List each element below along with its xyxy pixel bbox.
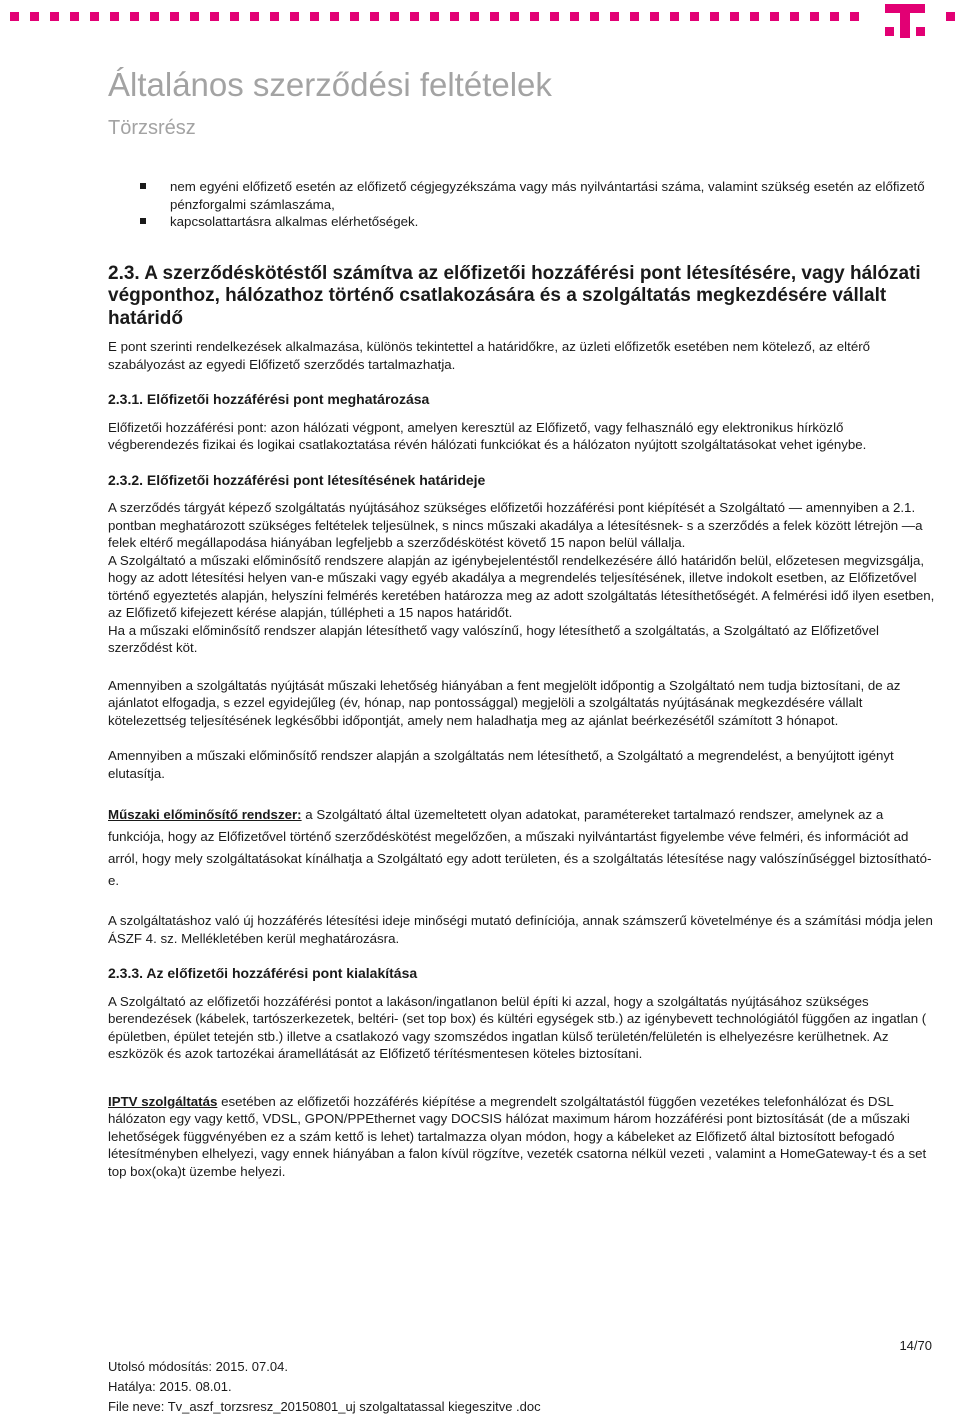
- decorative-dot: [850, 12, 859, 21]
- document-subtitle: Törzsrész: [108, 117, 196, 139]
- paragraph: A szerződés tárgyát képező szolgáltatás nyújtásához szükséges előfizetői hozzáférési pont kiépítését a Szolgáltató — amennyiben a 2.1. pontban meghatározott szükséges feltételek teljesülnek, s nincs műszaki akadálya a létesítésnek- s a szerződés a felek között létrejön —a felek eltérő megállapodása hiányában legfeljebb a szerződéskötést követő 15 napon belül vállalja.: [108, 500, 923, 550]
- decorative-dot: [10, 12, 19, 21]
- decorative-dot: [650, 12, 659, 21]
- subsection-heading: 2.3.2. Előfizetői hozzáférési pont létesítésének határideje: [108, 471, 486, 488]
- paragraph: A szolgáltatáshoz való új hozzáférés létesítési ideje minőségi mutató definíciója, annak számszerű követelménye és a számítási módja jelen ÁSZF 4. sz. Mellékletében kerül meghatározásra.: [108, 913, 933, 946]
- decorative-dot: [470, 12, 479, 21]
- document-title: Általános szerződési feltételek: [108, 66, 552, 103]
- page-number: 14/70: [899, 1338, 932, 1353]
- decorative-dot: [90, 12, 99, 21]
- decorative-dot: [630, 12, 639, 21]
- decorative-dot: [810, 12, 819, 21]
- paragraph: Ha a műszaki előminősítő rendszer alapján létesíthető vagy valószínű, hogy létesíthető a szolgáltatás, a Szolgáltató az Előfizetővel szerződést köt.: [108, 622, 879, 655]
- decorative-dot: [30, 12, 39, 21]
- definition-term: Műszaki előminősítő rendszer:: [108, 807, 302, 822]
- decorative-dot: [670, 12, 679, 21]
- list-item: nem egyéni előfizető esetén az előfizető cégjegyzékszáma vagy más nyilvántartási száma, valamint szükség esetén az előfizető pénzforgalmi számlaszáma,: [108, 178, 936, 213]
- decorative-dot: [370, 12, 379, 21]
- decorative-dot: [570, 12, 579, 21]
- decorative-dot: [130, 12, 139, 21]
- bullet-icon: [140, 183, 146, 189]
- decorative-dot: [390, 12, 399, 21]
- decorative-dot: [70, 12, 79, 21]
- bullet-icon: [140, 218, 146, 224]
- decorative-dot: [110, 12, 119, 21]
- decorative-dot: [150, 12, 159, 21]
- decorative-dot: [170, 12, 179, 21]
- decorative-dot: [330, 12, 339, 21]
- section-heading: 2.3. A szerződéskötéstől számítva az előfizetői hozzáférési pont létesítésére, vagy hálózati végponthoz, hálózathoz történő csatlakozására és a szolgáltatás megkezdésére vállalt határidő: [108, 262, 921, 329]
- decorative-dot: [946, 12, 955, 21]
- decorative-dot: [410, 12, 419, 21]
- paragraph: A Szolgáltató az előfizetői hozzáférési pontot a lakáson/ingatlanon belül építi ki azzal, hogy a szolgáltatás nyújtásához szükséges berendezések (kábelek, tartószerkezetek, beltéri- (set top box) és kültéri egységek stb.) az igénybevett technológiától függően az ingatlan ( épületben, épület tetején stb.) illetve a csatlakozó vagy szomszédos ingatlan külső területén/felületén is elhelyezésre kerülhetnek. Az eszközök és azok tartozékai áramellátását az Előfizető térítésmentesen köteles biztosítani.: [108, 993, 927, 1061]
- footer: [108, 1357, 541, 1417]
- iptv-text: esetében az előfizetői hozzáférés kiépítése a megrendelt szolgáltatástól függően vezetékes telefonhálózat és DSL hálózaton egy vagy kettő, VDSL, GPON/PPEthernet vagy DOCSIS hálózat maximum három hozzáférési pont biztosítását (de a műszaki lehetőségek függvényében ez a szám kettő is lehet) tartalmazza olyan módon, hogy a kábeleket az Előfizető által biztosított befogadó létesítményben elhelyezi, vagy ennek hiányában a falon kívül rögzítve, vezeték csatorna nélkül vezeti , valamint a HomeGateway-t és a set top box(oka)t üzembe helyezi.: [108, 1093, 927, 1179]
- subsection-heading: 2.3.3. Az előfizetői hozzáférési pont kialakítása: [108, 965, 418, 981]
- footer-effective: Hatálya: 2015. 08.01.: [108, 1379, 232, 1394]
- decorative-dot: [710, 12, 719, 21]
- paragraph: A Szolgáltató a műszaki előminősítő rendszere alapján az igénybejelentéstől rendelkezésére álló határidőn belül, előzetesen megvizsgálja, hogy az adott létesítési helyen van-e műszaki vagy egyéb akadálya a megrendelés teljesítésének, illetve indokolt esetben, az Előfizetővel történő egyeztetés alapján, helyszíni felmérés keretében határozza meg az adott szolgáltatás létesíthetőségét. A felmérési idő ilyen esetben, az Előfizető kifejezett kérése alapján, túllépheti a 15 napos határidőt.: [108, 552, 935, 620]
- telekom-t-logo-icon: [885, 0, 925, 40]
- decorative-dot: [770, 12, 779, 21]
- decorative-dot: [610, 12, 619, 21]
- iptv-paragraph: [108, 1093, 936, 1181]
- decorative-dot: [190, 12, 199, 21]
- bullet-list: [108, 178, 936, 231]
- decorative-dot: [350, 12, 359, 21]
- document-body: [108, 178, 936, 1180]
- decorative-dot: [310, 12, 319, 21]
- decorative-dot: [750, 12, 759, 21]
- paragraph: Előfizetői hozzáférési pont: azon hálózati végpont, amelyen keresztül az Előfizető, vagy felhasználó egy elektronikus hírközlő végberendezés fizikai és logikai csatlakoztatása révén hálózati funkciókat és a hálózaton nyújtott szolgáltatásokat vehet igénybe.: [108, 419, 867, 452]
- decorative-dot: [490, 12, 499, 21]
- decorative-dot: [530, 12, 539, 21]
- footer-filename: File neve: Tv_aszf_torzsresz_20150801_uj szolgaltatassal kiegeszitve .doc: [108, 1399, 541, 1414]
- decorative-dot: [50, 12, 59, 21]
- footer-modified: Utolsó módosítás: 2015. 07.04.: [108, 1359, 288, 1374]
- paragraph: Amennyiben a műszaki előminősítő rendszer alapján a szolgáltatás nem létesíthető, a Szolgáltató a megrendelést, a benyújtott igényt elutasítja.: [108, 748, 894, 781]
- decorative-dot: [250, 12, 259, 21]
- decorative-dot: [550, 12, 559, 21]
- decorative-dot: [510, 12, 519, 21]
- decorative-dot: [790, 12, 799, 21]
- decorative-dot: [270, 12, 279, 21]
- subsection-heading: 2.3.1. Előfizetői hozzáférési pont meghatározása: [108, 391, 430, 407]
- decorative-dot: [690, 12, 699, 21]
- decorative-dot: [230, 12, 239, 21]
- definition-paragraph: [108, 804, 936, 892]
- section-intro: E pont szerinti rendelkezések alkalmazása, különös tekintettel a határidőkre, az üzleti előfizetők esetében nem kötelező, az eltérő szabályozást az egyedi Előfizető szerződés tartalmazhatja.: [108, 339, 871, 372]
- iptv-term: IPTV szolgáltatás: [108, 1093, 218, 1109]
- decorative-dot: [590, 12, 599, 21]
- decorative-dot: [830, 12, 839, 21]
- decorative-dot: [730, 12, 739, 21]
- decorative-dot: [210, 12, 219, 21]
- list-item: kapcsolattartásra alkalmas elérhetőségek.: [108, 213, 936, 231]
- decorative-dot: [290, 12, 299, 21]
- decorative-dot-row: [10, 12, 870, 22]
- decorative-dot: [430, 12, 439, 21]
- decorative-dot: [450, 12, 459, 21]
- paragraph: Amennyiben a szolgáltatás nyújtását műszaki lehetőség hiányában a fent megjelölt időpontig a Szolgáltató nem tudja biztosítani, de az ajánlatot elfogadja, s ezzel egyidejűleg (év, hónap, nap pontossággal) megjelöli a szolgáltatás nyújtásának megkezdésére vállalt kötelezettség teljesítésének legkésőbbi időpontját, amely nem haladhatja meg az ajánlat beérkezésétől számított 3 hónapot.: [108, 677, 901, 728]
- definition-text: a Szolgáltató által üzemeltetett olyan adatokat, paramétereket tartalmazó rendszer, amelynek az a funkciója, hogy az Előfizetővel történő szerződéskötést megelőzően, a műszaki nyilvántartást figyelembe véve felméri, és információt ad arról, hogy mely szolgáltatásokat kínálhatja a Szolgáltató egy adott területen, és a szolgáltatás létesítése nagy valószínűséggel biztosítható-e.: [108, 807, 932, 888]
